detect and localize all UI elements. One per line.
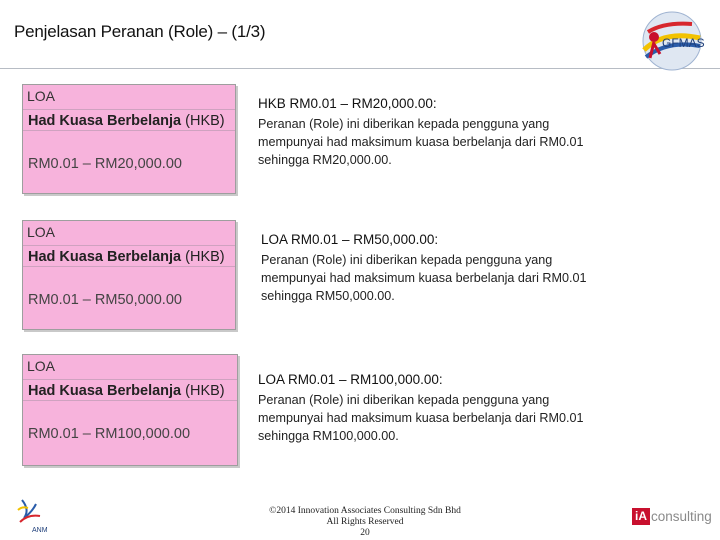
anm-logo-icon (8, 496, 58, 536)
hkb-label: Had Kuasa Berbelanja (28, 383, 182, 399)
description-heading: LOA RM0.01 – RM50,000.00: (261, 232, 439, 247)
footer (240, 506, 490, 539)
loa-label: LOA (27, 358, 56, 374)
page-number: 20 (360, 528, 370, 538)
loa-card-50k (22, 220, 236, 330)
description-heading: LOA RM0.01 – RM100,000.00: (258, 372, 443, 387)
slide-title: Penjelasan Peranan (Role) – (1/3) (14, 22, 266, 41)
gfmas-logo-icon (634, 10, 710, 72)
hkb-label: Had Kuasa Berbelanja (28, 113, 182, 129)
title-divider (0, 68, 720, 69)
description-heading: HKB RM0.01 – RM20,000.00: (258, 96, 437, 111)
hkb-abbrev: (HKB) (181, 383, 225, 399)
footer-copyright: ©2014 Innovation Associates Consulting Sdn Bhd (269, 506, 461, 516)
loa-range: RM0.01 – RM20,000.00 (28, 156, 182, 172)
description-20k (258, 95, 603, 169)
loa-range: RM0.01 – RM100,000.00 (28, 426, 191, 442)
hkb-row (23, 109, 235, 131)
description-50k (261, 231, 606, 305)
description-body: Peranan (Role) ini diberikan kepada pengguna yang mempunyai had maksimum kuasa berbelanja dari RM0.01 sehingga RM100,000.00. (258, 393, 584, 443)
loa-range: RM0.01 – RM50,000.00 (28, 292, 182, 308)
loa-card-100k (22, 354, 238, 466)
description-body: Peranan (Role) ini diberikan kepada pengguna yang mempunyai had maksimum kuasa berbelanja dari RM0.01 sehingga RM50,000.00. (261, 253, 587, 303)
loa-label: LOA (27, 224, 56, 240)
description-body: Peranan (Role) ini diberikan kepada pengguna yang mempunyai had maksimum kuasa berbelanja dari RM0.01 sehingga RM20,000.00. (258, 117, 584, 167)
footer-rights: All Rights Reserved (326, 517, 404, 527)
loa-card-20k (22, 84, 236, 194)
svg-text:ANM: ANM (32, 527, 48, 534)
loa-label: LOA (27, 88, 56, 104)
hkb-row (23, 379, 237, 401)
ia-consulting-logo (632, 506, 712, 526)
ia-logo-text: consulting (651, 508, 712, 524)
description-100k (258, 371, 603, 445)
hkb-abbrev: (HKB) (181, 249, 225, 265)
hkb-abbrev: (HKB) (181, 113, 225, 129)
hkb-label: Had Kuasa Berbelanja (28, 249, 182, 265)
ia-logo-mark: iA (632, 508, 650, 525)
hkb-row (23, 245, 235, 267)
svg-text:GFMAS: GFMAS (662, 36, 705, 50)
